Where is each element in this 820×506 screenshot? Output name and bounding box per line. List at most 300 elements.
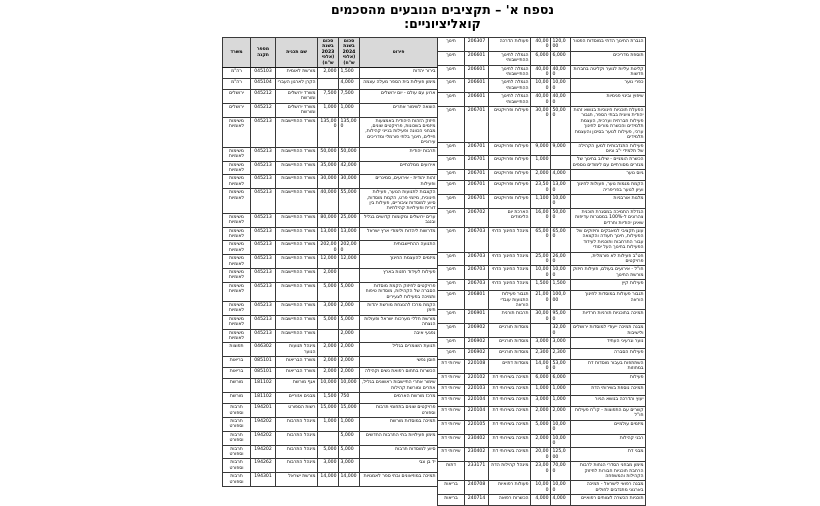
cell-a23: 50,000 xyxy=(318,147,339,161)
cell-code: 206703 xyxy=(465,252,489,266)
table-row xyxy=(438,291,646,310)
cell-a23: 21,000 xyxy=(531,291,551,310)
cell-a23: 5,000 xyxy=(318,282,339,301)
table-row xyxy=(438,395,646,406)
cell-code: 194202 xyxy=(251,445,276,459)
cell-code: 220102 xyxy=(465,373,489,384)
cell-program: מינהל תנועות הנוער xyxy=(276,343,318,357)
cell-a23: 40,000 xyxy=(318,189,339,214)
cell-ministry: דתות xyxy=(438,462,465,481)
cell-details: מלגות אורבניות xyxy=(571,194,646,208)
cell-code: 206701 xyxy=(465,156,489,170)
cell-program: פעילות ופרויקטים xyxy=(489,194,531,208)
cell-details: הוצאה לשימור אתרים xyxy=(360,103,438,117)
cell-details: שימור אתרי התיישבות ראשונים בגליל, אתרים ומורשת קהילות xyxy=(360,379,438,393)
cell-details: מימון מבחני הסדרי הנחות לרבות הרחבת תוכניות חבורות לחיזוק הקהילות והמשפחה xyxy=(571,462,646,481)
cell-ministry: שירותי דת xyxy=(438,448,465,462)
cell-program: משרד ירושלים ומורשת xyxy=(276,90,318,104)
cell-program: מינהל החינוך הדתי xyxy=(489,266,531,280)
cell-program: פעילות ופרויקטים xyxy=(489,142,531,156)
table-header xyxy=(223,38,438,68)
cell-a24: 10,000 xyxy=(551,79,571,93)
cell-a23: 1,100 xyxy=(531,194,551,208)
table-row xyxy=(438,338,646,349)
cell-ministry: שירותי דת xyxy=(438,395,465,406)
table-row xyxy=(223,175,438,189)
cell-a24: 55,000 xyxy=(339,189,360,214)
cell-ministry: שירותי דת xyxy=(438,420,465,434)
cell-a23: 14,000 xyxy=(531,360,551,374)
table-body xyxy=(438,38,646,506)
cell-program: משרד ההתיישבות xyxy=(276,315,318,329)
cell-details: בירור יהדות xyxy=(360,68,438,79)
header-regulation: מספר תקנה xyxy=(251,38,276,68)
table-row xyxy=(223,147,438,161)
cell-details: קליטת עליות לנוער וקליטה בחברות חדשות xyxy=(571,65,646,79)
cell-a24: 42,000 xyxy=(339,161,360,175)
cell-a24: 5,000 xyxy=(339,315,360,329)
cell-ministry: חינוך xyxy=(438,79,465,93)
cell-ministry: חינוך xyxy=(438,93,465,107)
cell-code: 220105 xyxy=(465,420,489,434)
cell-code: 045212 xyxy=(251,103,276,117)
cell-a23: 40,000 xyxy=(531,93,551,107)
table-row xyxy=(223,103,438,117)
cell-code: 206601 xyxy=(465,51,489,65)
cell-code: 045213 xyxy=(251,241,276,255)
cell-code: 045213 xyxy=(251,175,276,189)
cell-a23: 14,000 xyxy=(318,473,339,487)
cell-program: מינהל קהילות הדת xyxy=(489,462,531,481)
cell-program: מורשת ישראל xyxy=(276,473,318,487)
cell-program: תמיכה בשירותי דת xyxy=(489,406,531,420)
cell-a24: 32,000 xyxy=(551,324,571,338)
table-row xyxy=(438,79,646,93)
table-row xyxy=(438,495,646,506)
table-row xyxy=(438,194,646,208)
cell-a23: 2,000 xyxy=(318,368,339,379)
cell-code: 240714 xyxy=(465,495,489,506)
cell-a24: 7,500 xyxy=(339,90,360,104)
cell-a23: 1,000 xyxy=(531,156,551,170)
cell-program: הגמלה לחינוך ההתיישבותי xyxy=(489,51,531,65)
table-row xyxy=(223,473,438,487)
cell-program: מוסדות תורניים xyxy=(489,324,531,338)
cell-code: 206703 xyxy=(465,280,489,291)
cell-ministry: תפוצות xyxy=(223,343,251,357)
cell-a23: 25,000 xyxy=(531,252,551,266)
cell-a24: 2,000 xyxy=(339,302,360,316)
cell-code: 220108 xyxy=(465,360,489,374)
table-row xyxy=(438,38,646,52)
cell-details: הכשרת הומניים - שילוב בחינוך של מגזרים מסורתיים עם לימודים נוספים xyxy=(571,156,646,170)
cell-a24: 50,000 xyxy=(551,107,571,142)
cell-details: מרכז מורשת הארמים xyxy=(360,393,438,404)
cell-program: מוסדות תורניים xyxy=(489,349,531,360)
cell-ministry: שירותי דת xyxy=(438,384,465,395)
table-row xyxy=(223,393,438,404)
cell-a23: 12,000 xyxy=(318,255,339,269)
cell-a23: 40,000 xyxy=(531,38,551,52)
table-row xyxy=(438,434,646,448)
cell-details: מבנה תמיכה ייעודי למוסדות ירושלים ולישיבות xyxy=(571,324,646,338)
cell-ministry: משימות לאומיות xyxy=(223,161,251,175)
cell-code: 206703 xyxy=(465,266,489,280)
cell-a24: 10,000 xyxy=(551,434,571,448)
cell-ministry: משימות לאומיות xyxy=(223,241,251,255)
cell-a23: 10,000 xyxy=(531,79,551,93)
cell-code: 085101 xyxy=(251,357,276,368)
table-row xyxy=(223,368,438,379)
table-row xyxy=(438,170,646,181)
cell-code: 045213 xyxy=(251,161,276,175)
cell-a24: 5,000 xyxy=(339,431,360,445)
cell-code: 045213 xyxy=(251,189,276,214)
cell-ministry: תרבות וספורט xyxy=(223,445,251,459)
cell-a24: 2,000 xyxy=(339,368,360,379)
cell-code: 206601 xyxy=(465,65,489,79)
cell-ministry: חינוך xyxy=(438,142,465,156)
cell-details: פעילות xyxy=(571,373,646,384)
cell-a23: 6,000 xyxy=(531,373,551,384)
cell-code: 045213 xyxy=(251,213,276,227)
cell-code: 220104 xyxy=(465,406,489,420)
cell-ministry: תרבות וספורט xyxy=(223,417,251,431)
header-row xyxy=(223,38,438,68)
cell-ministry: משימות לאומיות xyxy=(223,227,251,241)
table-row xyxy=(438,51,646,65)
table-row xyxy=(438,310,646,324)
cell-a23: 5,000 xyxy=(318,315,339,329)
cell-code: 220103 xyxy=(465,384,489,395)
cell-ministry: משימות לאומיות xyxy=(223,269,251,283)
cell-code: 045103 xyxy=(251,68,276,79)
cell-a23: 1,500 xyxy=(318,393,339,404)
cell-program: הגמלה לחינוך ההתיישבותי xyxy=(489,79,531,93)
cell-details: גיוס נוער xyxy=(571,170,646,181)
cell-a24: 202,000 xyxy=(339,241,360,255)
cell-program: משרד ההתיישבות xyxy=(276,255,318,269)
cell-a24: 26,000 xyxy=(551,252,571,266)
cell-program: משרד ההתיישבות xyxy=(276,227,318,241)
cell-program: פעולות רפואיות xyxy=(489,481,531,495)
cell-ministry: משימות לאומיות xyxy=(223,329,251,343)
cell-a23: 2,300 xyxy=(531,349,551,360)
table-row xyxy=(438,349,646,360)
cell-ministry: בריאות xyxy=(223,368,251,379)
cell-code: 233171 xyxy=(465,462,489,481)
cell-a23: 35,000 xyxy=(318,161,339,175)
table-row xyxy=(438,384,646,395)
cell-program: תמיכה בשירותי דת xyxy=(489,384,531,395)
cell-a24: 10,000 xyxy=(551,266,571,280)
cell-a23: 23,500 xyxy=(531,181,551,195)
cell-a24: 5,000 xyxy=(339,282,360,301)
cell-a23: 1,000 xyxy=(318,103,339,117)
table-row xyxy=(438,142,646,156)
budget-table-left-wrap xyxy=(222,37,438,485)
table-row xyxy=(223,302,438,316)
table-row xyxy=(438,462,646,481)
header-amount-2024: סכום בשנת 2024 (אלפי ש"ח) xyxy=(339,38,360,68)
cell-details: קשרים עם התפוצות - קו"ח פעילות חו"ל xyxy=(571,406,646,420)
cell-a24: 135,000 xyxy=(339,117,360,147)
table-row xyxy=(223,445,438,459)
cell-code: 194202 xyxy=(251,417,276,431)
cell-a23: 7,500 xyxy=(318,90,339,104)
cell-a24 xyxy=(339,269,360,283)
cell-ministry: חינוך xyxy=(438,208,465,227)
cell-ministry: תרבות וספורט xyxy=(223,404,251,418)
cell-details: עוגן תקציבי למאבקים וחיזוקים של הפעילות, חינוך תעודה והקצאה עבור התרחבות ותוכניות לעידוד הפעילות בחינוך העל יסודי xyxy=(571,227,646,252)
cell-program: משרד ההתיישבות xyxy=(276,175,318,189)
cell-code: 045213 xyxy=(251,302,276,316)
cell-a24: 5,000 xyxy=(339,445,360,459)
cell-details: הקמת מגמות נוער, פעולות לחינוך ועיון לנוער בפריפריה xyxy=(571,181,646,195)
table-row xyxy=(223,459,438,473)
cell-program: מינהל החינוך הדתי xyxy=(489,227,531,252)
cell-details: כפרי נוער xyxy=(571,79,646,93)
header-amount-2023: סכום בשנת 2023 (אלפי ש"ח) xyxy=(318,38,339,68)
cell-details: תמיכה בתוכניות תורניות חרדיות xyxy=(571,310,646,324)
cell-ministry: חינוך xyxy=(438,156,465,170)
table-row xyxy=(223,189,438,214)
table-row xyxy=(438,406,646,420)
cell-code: 194301 xyxy=(251,473,276,487)
cell-a24: 25,000 xyxy=(339,213,360,227)
cell-details: פעילות התנדבותית למען הקהילה של תלמידי י"ב וגיוס xyxy=(571,142,646,156)
table-row xyxy=(223,213,438,227)
cell-a24: 53,000 xyxy=(551,360,571,374)
cell-a24: 3,000 xyxy=(339,459,360,473)
cell-ministry: חינוך xyxy=(438,181,465,195)
cell-a23: 30,000 xyxy=(318,175,339,189)
cell-a24: 6,000 xyxy=(551,373,571,384)
cell-details: נוער וגרעיני העתיד xyxy=(571,338,646,349)
cell-ministry: חינוך xyxy=(438,38,465,52)
cell-ministry: משימות לאומיות xyxy=(223,147,251,161)
cell-details: שיפוץ ובינוי פנימיות xyxy=(571,93,646,107)
cell-details: סיוע למוסדות תרבות xyxy=(360,445,438,459)
table-row xyxy=(438,107,646,142)
cell-program: משרד הבריאות xyxy=(276,357,318,368)
cell-a24: 10,000 xyxy=(551,481,571,495)
cell-code: 206702 xyxy=(465,208,489,227)
cell-ministry: חינוך xyxy=(438,227,465,252)
cell-a23: 2,000 xyxy=(318,269,339,283)
cell-details: פרויקטים לחיזוק הקמת מוסדות הסברה של הקהילות, מוסדות טיפוח ותמיכה בפעילות לצעירים xyxy=(360,282,438,301)
cell-a24: 2,300 xyxy=(551,349,571,360)
cell-ministry: בריאות xyxy=(438,481,465,495)
cell-code: 194262 xyxy=(251,459,276,473)
cell-a23: 202,000 xyxy=(318,241,339,255)
table-row xyxy=(223,379,438,393)
cell-ministry: חינוך xyxy=(438,170,465,181)
cell-ministry: חינוך xyxy=(438,194,465,208)
cell-ministry: ירושלים xyxy=(223,103,251,117)
cell-ministry: חינוך xyxy=(438,349,465,360)
cell-ministry: בריאות xyxy=(223,357,251,368)
cell-details: רבני קהילות xyxy=(571,434,646,448)
cell-code: 206701 xyxy=(465,170,489,181)
cell-details: השתתפות בעבור מוסדות דת במחוזות xyxy=(571,360,646,374)
cell-code: 194201 xyxy=(251,404,276,418)
table-row xyxy=(223,255,438,269)
cell-program: אגף מורשת xyxy=(276,379,318,393)
cell-details: תוספת מדריכים xyxy=(571,51,646,65)
cell-details: תמיכה במוזיאונים ובתי ספר לאמנויות xyxy=(360,473,438,487)
cell-program: פעילות ופרויקטים xyxy=(489,181,531,195)
cell-a24: 13,000 xyxy=(339,227,360,241)
cell-program: מבנים אזוריים xyxy=(276,393,318,404)
cell-details: חוסן נפשי xyxy=(360,357,438,368)
cell-program: משרד ההתיישבות xyxy=(276,241,318,255)
cell-a24: 65,000 xyxy=(551,227,571,252)
cell-details: פעילות הסברה xyxy=(571,349,646,360)
cell-details: תנועת השומרים בגליל xyxy=(360,343,438,357)
table-row xyxy=(223,357,438,368)
cell-code: 206601 xyxy=(465,79,489,93)
cell-a24: 1,500 xyxy=(339,68,360,79)
cell-details: נפגעי איבה xyxy=(360,329,438,343)
cell-ministry: שירותי דת xyxy=(438,406,465,420)
budget-table-right-wrap xyxy=(437,37,646,502)
cell-details: מבני דת xyxy=(571,448,646,462)
cell-a24: 50,000 xyxy=(339,147,360,161)
cell-ministry: משימות לאומיות xyxy=(223,213,251,227)
coalition-budget-table-right xyxy=(437,37,646,506)
cell-ministry: מורשת xyxy=(223,379,251,393)
cell-a23: 16,000 xyxy=(531,208,551,227)
cell-details: פרויקטים שונים בתחומי תרבות וספורט xyxy=(360,404,438,418)
cell-a23: 40,000 xyxy=(531,65,551,79)
cell-code: 206703 xyxy=(465,227,489,252)
cell-a24: 40,000 xyxy=(551,65,571,79)
cell-details: מיזמים להעצמת החינוך xyxy=(360,255,438,269)
cell-details: יד בן צבי xyxy=(360,459,438,473)
cell-code: 206801 xyxy=(465,291,489,310)
table-row xyxy=(438,252,646,266)
cell-ministry: חינוך xyxy=(438,107,465,142)
cell-program: משרד ההתיישבות xyxy=(276,117,318,147)
cell-program: משרד ההתיישבות xyxy=(276,302,318,316)
table-row xyxy=(438,360,646,374)
cell-details: הקמת מרכז להנצחת מורשת יהדות תימן xyxy=(360,302,438,316)
cell-a24: 14,000 xyxy=(339,473,360,487)
cell-a23: 10,000 xyxy=(531,481,551,495)
cell-a24: 70,000 xyxy=(551,462,571,481)
cell-program: פעילות ופרויקטים xyxy=(489,170,531,181)
cell-a24: 10,000 xyxy=(551,420,571,434)
cell-a24: 12,000 xyxy=(339,255,360,269)
cell-a24: 1,000 xyxy=(551,395,571,406)
cell-details: הגברת החינוך הדתי במוסדות הפטור xyxy=(571,38,646,52)
cell-a23 xyxy=(531,324,551,338)
cell-a24: 120,000 xyxy=(551,38,571,52)
table-row xyxy=(223,417,438,431)
header-program: שם תכנית xyxy=(276,38,318,68)
cell-details: מימון פעילויות בתי התרבות החדשים xyxy=(360,431,438,445)
cell-a23: 10,000 xyxy=(318,379,339,393)
table-row xyxy=(223,315,438,329)
cell-a24: 3,000 xyxy=(551,338,571,349)
cell-code: 240708 xyxy=(465,481,489,495)
cell-code: 206307 xyxy=(465,38,489,52)
cell-a24: 95,000 xyxy=(551,310,571,324)
cell-program: מינהל התרבות xyxy=(276,445,318,459)
cell-a23: 30,000 xyxy=(531,310,551,324)
cell-ministry: חינוך xyxy=(438,51,465,65)
cell-ministry: תרבות וספורט xyxy=(223,431,251,445)
cell-program: תרבות תורנית xyxy=(489,310,531,324)
cell-details: אירועים ממלכתיים xyxy=(360,161,438,175)
cell-ministry: תרבות וספורט xyxy=(223,459,251,473)
cell-a23: 3,000 xyxy=(531,338,551,349)
cell-a23: 6,000 xyxy=(531,51,551,65)
cell-ministry: חינוך xyxy=(438,65,465,79)
table-row xyxy=(438,65,646,79)
cell-program: תמיכה בשירותי דת xyxy=(489,373,531,384)
cell-a23: 9,000 xyxy=(531,142,551,156)
cell-program: תמיכה בשירותי דת xyxy=(489,448,531,462)
cell-details: מיזמים עולמיים xyxy=(571,420,646,434)
cell-ministry: שירותי דת xyxy=(438,360,465,374)
cell-a23: 5,000 xyxy=(318,445,339,459)
cell-code: 046302 xyxy=(251,343,276,357)
cell-code: 045213 xyxy=(251,117,276,147)
cell-a23: 2,000 xyxy=(318,357,339,368)
table-row xyxy=(438,227,646,252)
table-row xyxy=(223,117,438,147)
cell-details: הפעלת תוכניות חינוכיות בנושא זהות יהודית ציונית בבתי הספר, תגבור פעילות חברתית וערכית, העצמת תלמידים והכשרת מורים לחינוך ערכי, פעילות לנוער בסיכון והעצמת תלמידים xyxy=(571,107,646,142)
cell-program: משרד ההתיישבות xyxy=(276,147,318,161)
table-row xyxy=(438,481,646,495)
cell-code: 045213 xyxy=(251,255,276,269)
cell-a23: 2,000 xyxy=(318,343,339,357)
cell-program: משרד ירושלים ומורשת xyxy=(276,103,318,117)
cell-ministry: חינוך xyxy=(438,310,465,324)
cell-a23: 2,000 xyxy=(531,434,551,448)
cell-ministry: משימות לאומיות xyxy=(223,315,251,329)
cell-a24: 10,000 xyxy=(339,379,360,393)
table-row xyxy=(223,79,438,90)
cell-program: פעילות ופרויקטים xyxy=(489,156,531,170)
cell-a24: 13,000 xyxy=(551,181,571,195)
cell-ministry: חינוך xyxy=(438,338,465,349)
cell-ministry: משימות לאומיות xyxy=(223,255,251,269)
table-row xyxy=(438,93,646,107)
cell-ministry: שירותי דת xyxy=(438,373,465,384)
cell-code: 206701 xyxy=(465,107,489,142)
cell-details: ערים ירושלים ומקומות קדושים בגליל ובנגב xyxy=(360,213,438,227)
cell-ministry: משימות לאומיות xyxy=(223,117,251,147)
cell-a24: 40,000 xyxy=(551,93,571,107)
cell-a24: 125,000 xyxy=(551,448,571,462)
cell-a23: 20,000 xyxy=(531,448,551,462)
cell-code: 206601 xyxy=(465,93,489,107)
header-ministry: משרד xyxy=(223,38,251,68)
cell-ministry: משימות לאומיות xyxy=(223,175,251,189)
cell-ministry: תרבות וספורט xyxy=(223,473,251,487)
cell-a23: 10,000 xyxy=(531,266,551,280)
table-row xyxy=(223,227,438,241)
cell-program: משרד ההתיישבות xyxy=(276,189,318,214)
table-row xyxy=(438,266,646,280)
cell-code: 206902 xyxy=(465,324,489,338)
cell-ministry: בריאות xyxy=(438,495,465,506)
cell-program: הגמלה לחינוך ההתיישבותי xyxy=(489,65,531,79)
cell-a24: 15,000 xyxy=(339,404,360,418)
